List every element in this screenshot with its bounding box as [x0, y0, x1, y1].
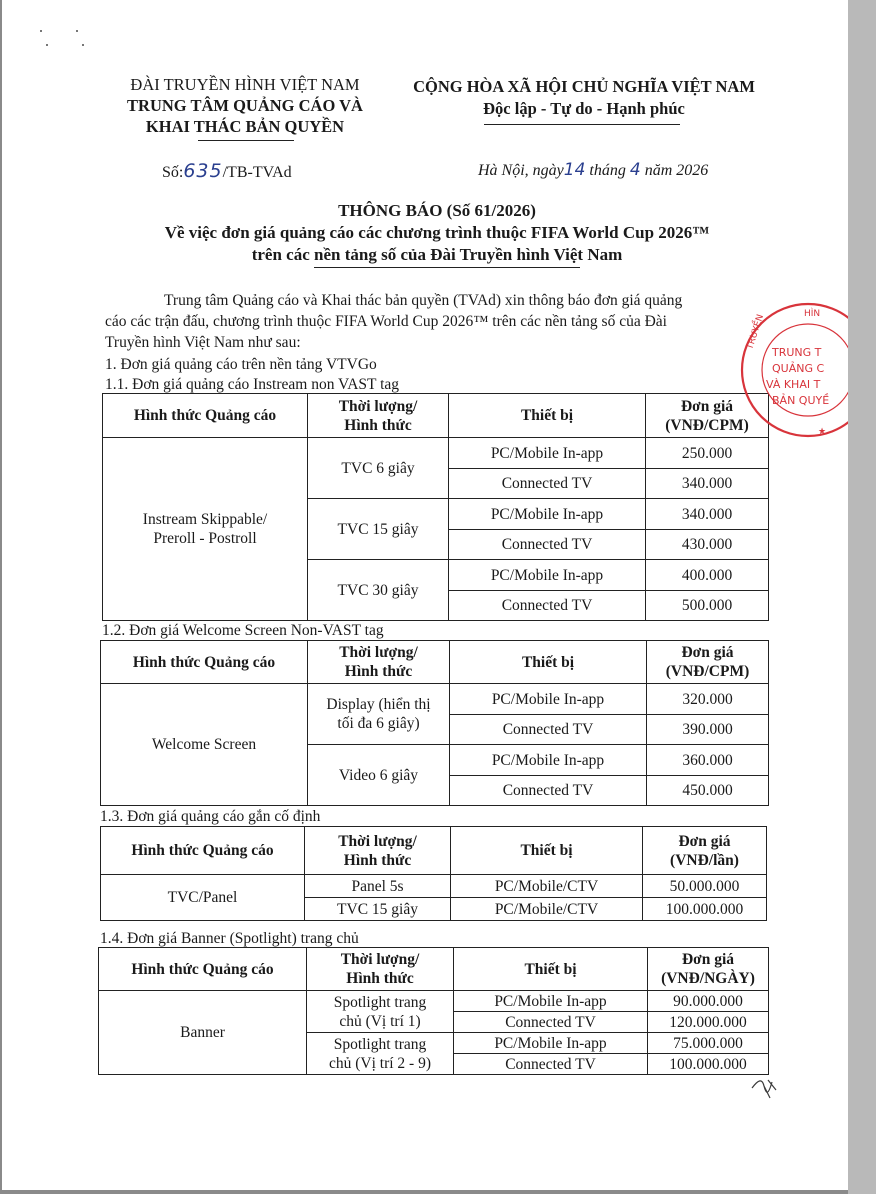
duration-cell	[307, 1033, 454, 1075]
format-line2: Preroll - Postroll	[153, 530, 257, 547]
table-instream	[102, 393, 769, 621]
format-cell	[103, 438, 308, 621]
stamp-line-2: QUẢNG C	[772, 362, 825, 375]
initial-signature	[750, 1074, 780, 1100]
date-prefix: Hà Nội, ngày	[478, 162, 564, 179]
header-duration	[305, 827, 451, 875]
document-page	[2, 0, 848, 1190]
duration-cell: Panel 5s	[305, 875, 451, 898]
duration-line1: Display (hiển thị	[326, 696, 431, 713]
price-cell: 390.000	[647, 715, 769, 745]
stamp-star: ★	[818, 427, 827, 437]
red-stamp	[738, 300, 848, 440]
table-header-row	[103, 394, 769, 438]
table-fixed-placement	[100, 826, 767, 921]
header-price-line1: Đơn giá	[680, 397, 734, 415]
price-cell: 500.000	[646, 591, 769, 621]
table-welcome-screen	[100, 640, 769, 806]
price-cell: 50.000.000	[643, 875, 767, 898]
duration-line1: Spotlight trang	[333, 1035, 427, 1053]
device-cell: Connected TV	[449, 530, 646, 560]
header-price-line1: Đơn giá	[681, 644, 734, 661]
stamp-line-3: VÀ KHAI T	[766, 378, 821, 391]
header-device: Thiết bị	[454, 948, 648, 991]
duration-line2: chủ (Vị trí 2 - 9)	[328, 1054, 431, 1072]
price-cell: 340.000	[646, 499, 769, 530]
table-row	[101, 684, 769, 715]
header-duration-line1: Thời lượng/	[339, 644, 418, 661]
scan-speck	[40, 30, 42, 32]
device-cell: PC/Mobile In-app	[454, 1033, 648, 1054]
scan-speck	[82, 44, 84, 46]
device-cell: PC/Mobile/CTV	[451, 898, 643, 921]
scan-speck	[76, 30, 78, 32]
price-cell: 430.000	[646, 530, 769, 560]
table-2-caption: 1.2. Đơn giá Welcome Screen Non-VAST tag	[102, 622, 384, 639]
stamp-arc-left: TRUYỀN	[745, 313, 767, 351]
agency-line-1: ĐÀI TRUYỀN HÌNH VIỆT NAM	[130, 75, 360, 94]
device-cell: Connected TV	[450, 776, 647, 806]
intro-line-2: cáo các trận đấu, chương trình thuộc FIFA World Cup 2026™ trên các nền tảng số của Đài	[105, 313, 667, 330]
header-duration-line2: Hình thức	[343, 851, 412, 869]
device-cell: PC/Mobile/CTV	[451, 875, 643, 898]
national-title: CỘNG HÒA XÃ HỘI CHỦ NGHĨA VIỆT NAM	[413, 77, 755, 96]
table-header-row	[99, 948, 769, 991]
table-row	[103, 438, 769, 469]
signature-stroke	[752, 1080, 776, 1098]
price-cell: 100.000.000	[643, 898, 767, 921]
header-format: Hình thức Quảng cáo	[101, 641, 308, 684]
header-duration	[307, 948, 454, 991]
document-number	[162, 160, 292, 182]
duration-line2: tối đa 6 giây)	[337, 715, 420, 732]
table-row	[101, 875, 767, 898]
header-duration	[308, 641, 450, 684]
stamp-line-1: TRUNG T	[772, 346, 822, 359]
header-format: Hình thức Quảng cáo	[99, 948, 307, 991]
header-price-unit: (VNĐ/NGÀY)	[661, 970, 755, 987]
price-cell: 100.000.000	[648, 1054, 769, 1075]
price-cell: 90.000.000	[648, 991, 769, 1012]
device-cell: Connected TV	[449, 469, 646, 499]
title-line-3: trên các nền tảng số của Đài Truyền hình Việt Nam	[251, 245, 623, 264]
header-format: Hình thức Quảng cáo	[101, 827, 305, 875]
header-price	[648, 948, 769, 991]
document-date	[478, 160, 708, 180]
date-month-label: tháng	[589, 162, 626, 179]
header-duration-line1: Thời lượng/	[338, 832, 417, 850]
intro-line-1: Trung tâm Quảng cáo và Khai thác bản quyền (TVAd) xin thông báo đơn giá quảng	[164, 292, 683, 309]
header-duration-line1: Thời lượng/	[340, 951, 420, 968]
header-device: Thiết bị	[449, 394, 646, 438]
agency-header	[100, 74, 390, 137]
header-price-line1: Đơn giá	[681, 951, 735, 968]
table-4-caption: 1.4. Đơn giá Banner (Spotlight) trang chủ	[100, 930, 359, 947]
doc-number-handwritten: 635	[183, 160, 223, 182]
price-cell: 450.000	[647, 776, 769, 806]
table-header-row	[101, 827, 767, 875]
duration-cell: TVC 6 giây	[308, 438, 449, 499]
national-motto: Độc lập - Tự do - Hạnh phúc	[483, 99, 685, 118]
table-banner-spotlight	[98, 947, 769, 1075]
header-format: Hình thức Quảng cáo	[103, 394, 308, 438]
motto-underline	[484, 124, 680, 125]
device-cell: Connected TV	[450, 715, 647, 745]
duration-cell	[307, 991, 454, 1033]
device-cell: PC/Mobile In-app	[454, 991, 648, 1012]
title-underline	[314, 267, 580, 268]
agency-line-3: KHAI THÁC BẢN QUYỀN	[145, 117, 345, 136]
format-cell: Banner	[99, 991, 307, 1075]
header-price-unit: (VNĐ/CPM)	[665, 663, 750, 680]
device-cell: Connected TV	[454, 1054, 648, 1075]
table-row	[99, 991, 769, 1012]
header-duration	[308, 394, 449, 438]
duration-cell	[308, 684, 450, 745]
price-cell: 75.000.000	[648, 1033, 769, 1054]
header-duration-line1: Thời lượng/	[338, 397, 418, 415]
agency-underline	[198, 140, 294, 141]
title-line-1: THÔNG BÁO (Số 61/2026)	[338, 201, 536, 220]
document-title	[92, 200, 782, 266]
device-cell: Connected TV	[449, 591, 646, 621]
header-duration-line2: Hình thức	[346, 970, 414, 987]
device-cell: PC/Mobile In-app	[450, 684, 647, 715]
title-line-2: Về việc đơn giá quảng cáo các chương trình thuộc FIFA World Cup 2026™	[164, 223, 710, 242]
duration-cell: Video 6 giây	[308, 745, 450, 806]
duration-line2: chủ (Vị trí 1)	[339, 1012, 421, 1030]
duration-cell: TVC 30 giây	[308, 560, 449, 621]
format-line1: Instream Skippable/	[142, 511, 268, 528]
stamp-text	[742, 307, 829, 437]
format-cell: Welcome Screen	[101, 684, 308, 806]
table-3-caption: 1.3. Đơn giá quảng cáo gắn cố định	[100, 808, 321, 825]
device-cell: PC/Mobile In-app	[449, 438, 646, 469]
doc-number-suffix: /TB-TVAd	[222, 164, 292, 181]
table-header-row	[101, 641, 769, 684]
header-price	[647, 641, 769, 684]
stamp-arc-top: HÌN	[804, 309, 821, 319]
header-device: Thiết bị	[450, 641, 647, 684]
duration-line1: Spotlight trang	[333, 993, 427, 1011]
device-cell: PC/Mobile In-app	[449, 560, 646, 591]
date-month-handwritten: 4	[629, 160, 641, 180]
scan-speck	[46, 44, 48, 46]
header-device: Thiết bị	[451, 827, 643, 875]
header-duration-line2: Hình thức	[344, 416, 412, 434]
date-day-handwritten: 14	[563, 160, 586, 180]
duration-cell: TVC 15 giây	[305, 898, 451, 921]
duration-cell: TVC 15 giây	[308, 499, 449, 560]
national-header	[394, 76, 774, 120]
price-cell: 250.000	[646, 438, 769, 469]
format-cell: TVC/Panel	[101, 875, 305, 921]
table-1-caption: 1.1. Đơn giá quảng cáo Instream non VAST tag	[105, 376, 400, 393]
header-price-line1: Đơn giá	[678, 832, 731, 850]
price-cell: 120.000.000	[648, 1012, 769, 1033]
agency-line-2: TRUNG TÂM QUẢNG CÁO VÀ	[127, 96, 363, 115]
header-price-unit: (VNĐ/lần)	[670, 851, 739, 869]
stamp-line-4: BẢN QUYỀ	[772, 394, 830, 407]
device-cell: PC/Mobile In-app	[449, 499, 646, 530]
device-cell: Connected TV	[454, 1012, 648, 1033]
header-price	[643, 827, 767, 875]
price-cell: 400.000	[646, 560, 769, 591]
header-duration-line2: Hình thức	[344, 663, 413, 680]
date-year: năm 2026	[644, 162, 709, 179]
header-price-unit: (VNĐ/CPM)	[665, 416, 749, 434]
price-cell: 320.000	[647, 684, 769, 715]
scan-edge-strip	[848, 0, 876, 1194]
price-cell: 340.000	[646, 469, 769, 499]
intro-line-3: Truyền hình Việt Nam như sau:	[105, 334, 301, 351]
section-1-heading: 1. Đơn giá quảng cáo trên nền tảng VTVGo	[105, 356, 377, 373]
device-cell: PC/Mobile In-app	[450, 745, 647, 776]
price-cell: 360.000	[647, 745, 769, 776]
doc-number-prefix: Số:	[162, 164, 184, 181]
